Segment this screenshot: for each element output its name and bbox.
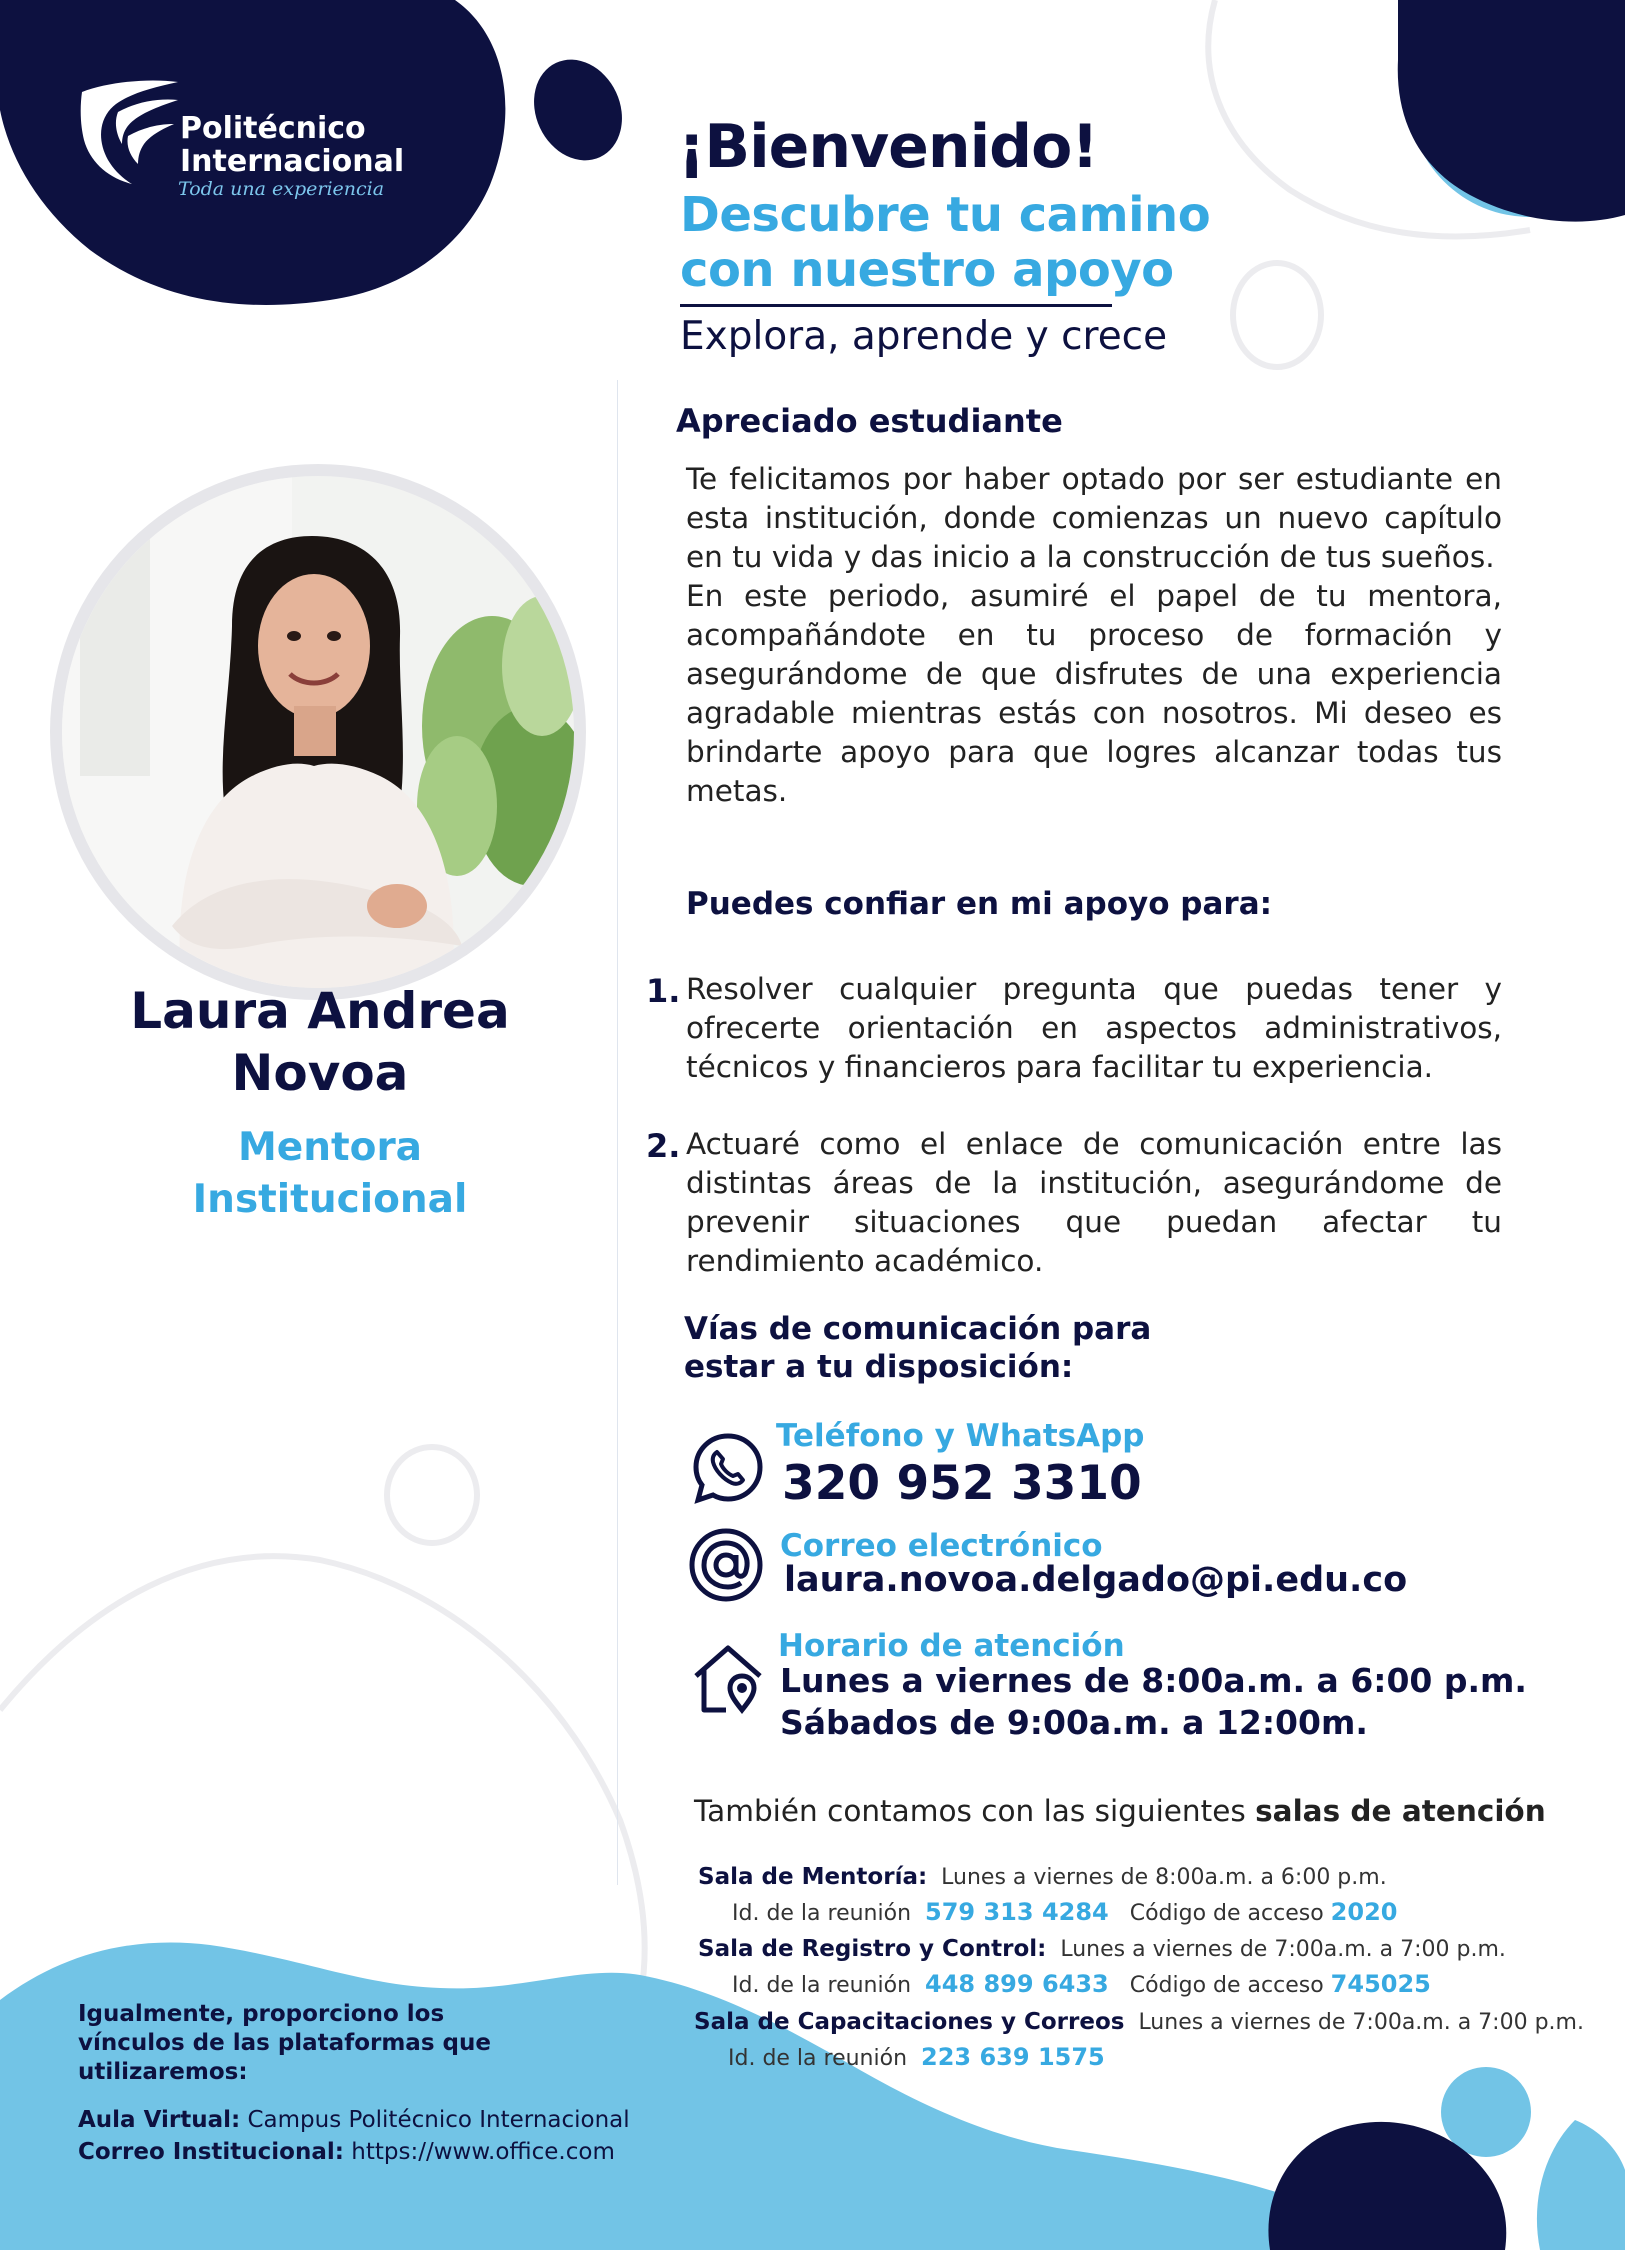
phone-number[interactable]: 320 952 3310 bbox=[782, 1456, 1142, 1511]
mentor-name bbox=[100, 980, 540, 1104]
header-divider bbox=[680, 304, 1112, 307]
welcome-letter bbox=[686, 460, 1502, 811]
room-registro bbox=[698, 1936, 1506, 1962]
email-label: Correo electrónico bbox=[780, 1528, 1103, 1564]
room-capacitaciones-access bbox=[728, 2043, 1105, 2071]
small-ring-outline bbox=[1233, 263, 1321, 367]
aula-virtual-link[interactable] bbox=[78, 2107, 630, 2133]
office-hours bbox=[780, 1660, 1527, 1744]
meeting-id[interactable]: 223 639 1575 bbox=[921, 2043, 1105, 2071]
meeting-id-label: Id. de la reunión bbox=[728, 2046, 908, 2071]
platforms-intro: Igualmente, proporciono los vínculos de las plataformas que utilizaremos: bbox=[78, 2001, 491, 2085]
room-name: Sala de Mentoría: bbox=[698, 1864, 928, 1890]
mentor-name-line1: Laura Andrea bbox=[130, 982, 510, 1040]
logo-wordmark bbox=[180, 112, 404, 178]
mentor-role bbox=[120, 1122, 540, 1226]
subtitle bbox=[680, 188, 1240, 298]
hours-saturday: Sábados de 9:00a.m. a 12:00m. bbox=[780, 1703, 1368, 1742]
room-name: Sala de Capacitaciones y Correos bbox=[694, 2009, 1125, 2035]
institutional-email-label: Correo Institucional: bbox=[78, 2139, 344, 2165]
support-title: Puedes confiar en mi apoyo para: bbox=[686, 886, 1273, 922]
header-tagline: Explora, aprende y crece bbox=[680, 314, 1168, 359]
mentor-role-line1: Mentora bbox=[237, 1125, 422, 1170]
mentor-photo bbox=[62, 476, 574, 988]
meeting-id-label: Id. de la reunión bbox=[732, 1973, 912, 1998]
subtitle-line2: con nuestro apoyo bbox=[680, 242, 1174, 298]
mentor-role-line2: Institucional bbox=[192, 1177, 468, 1222]
home-location-icon bbox=[690, 1640, 766, 1716]
room-registro-access bbox=[732, 1970, 1431, 1998]
letter-paragraph: En este periodo, asumiré el papel de tu mentora, acompañándote en tu proceso de formación y asegurándome de que disfrutes de una experiencia agradable mientras estás con nosotros. Mi deseo es brindarte apoyo para que logres alcanzar todas tus metas. bbox=[686, 579, 1502, 808]
institutional-email-value[interactable]: https://www.office.com bbox=[351, 2139, 615, 2165]
room-hours: Lunes a viernes de 7:00a.m. a 7:00 p.m. bbox=[1060, 1937, 1506, 1962]
room-mentoria bbox=[698, 1864, 1387, 1890]
logo-name-line2: Internacional bbox=[180, 144, 405, 179]
welcome-heading: ¡Bienvenido! bbox=[678, 112, 1098, 182]
mentor-name-line2: Novoa bbox=[231, 1044, 409, 1102]
contact-title: Vías de comunicación para estar a tu disposición: bbox=[684, 1311, 1152, 1385]
phone-label: Teléfono y WhatsApp bbox=[776, 1418, 1145, 1454]
room-name: Sala de Registro y Control: bbox=[698, 1936, 1047, 1962]
support-item bbox=[646, 1125, 1502, 1281]
rooms-intro bbox=[694, 1794, 1546, 1828]
room-hours: Lunes a viernes de 8:00a.m. a 6:00 p.m. bbox=[941, 1865, 1387, 1890]
greeting: Apreciado estudiante bbox=[676, 402, 1063, 440]
room-capacitaciones bbox=[694, 2009, 1584, 2035]
access-code[interactable]: 2020 bbox=[1330, 1898, 1398, 1926]
hours-weekday: Lunes a viernes de 8:00a.m. a 6:00 p.m. bbox=[780, 1661, 1527, 1700]
logo-tagline: Toda una experiencia bbox=[178, 178, 385, 200]
logo-mark bbox=[78, 78, 183, 188]
mid-ring-outline bbox=[387, 1447, 477, 1543]
small-navy-oval bbox=[518, 45, 638, 175]
access-code-label: Código de acceso bbox=[1129, 1901, 1324, 1926]
whatsapp-icon bbox=[690, 1430, 766, 1506]
hours-label: Horario de atención bbox=[778, 1628, 1125, 1664]
room-hours: Lunes a viernes de 7:00a.m. a 7:00 p.m. bbox=[1138, 2010, 1584, 2035]
room-mentoria-access bbox=[732, 1898, 1397, 1926]
support-item-text: Resolver cualquier pregunta que puedas tener y ofrecerte orientación en aspectos administrativos, técnicos y financieros para facilitar tu experiencia. bbox=[686, 972, 1502, 1084]
institutional-email-link[interactable] bbox=[78, 2139, 615, 2165]
logo-name-line1: Politécnico bbox=[180, 111, 366, 146]
support-item-number: 2. bbox=[646, 1127, 681, 1165]
meeting-id[interactable]: 448 899 6433 bbox=[925, 1970, 1109, 1998]
aula-virtual-label: Aula Virtual: bbox=[78, 2107, 241, 2133]
support-item-number: 1. bbox=[646, 972, 681, 1010]
at-sign-icon bbox=[688, 1527, 764, 1603]
top-right-navy-blob bbox=[1398, 0, 1625, 222]
column-divider bbox=[617, 380, 618, 1885]
aula-virtual-value[interactable]: Campus Politécnico Internacional bbox=[247, 2107, 630, 2133]
subtitle-line1: Descubre tu camino bbox=[680, 187, 1211, 243]
bottom-right-corner-blue bbox=[1537, 2120, 1625, 2250]
access-code-label: Código de acceso bbox=[1129, 1973, 1324, 1998]
email-address[interactable]: laura.novoa.delgado@pi.edu.co bbox=[784, 1560, 1408, 1600]
access-code[interactable]: 745025 bbox=[1330, 1970, 1431, 1998]
rooms-intro-bold: salas de atención bbox=[1255, 1794, 1546, 1828]
rooms-intro-text: También contamos con las siguientes bbox=[694, 1794, 1246, 1828]
letter-paragraph: Te felicitamos por haber optado por ser estudiante en esta institución, donde comienzas un nuevo capítulo en tu vida y das inicio a la construcción de tus sueños. bbox=[686, 462, 1502, 574]
meeting-id-label: Id. de la reunión bbox=[732, 1901, 912, 1926]
support-item-text: Actuaré como el enlace de comunicación entre las distintas áreas de la institución, asegurándome de prevenir situaciones que puedan afectar tu rendimiento académico. bbox=[686, 1127, 1502, 1278]
meeting-id[interactable]: 579 313 4284 bbox=[925, 1898, 1109, 1926]
support-item bbox=[646, 970, 1502, 1087]
